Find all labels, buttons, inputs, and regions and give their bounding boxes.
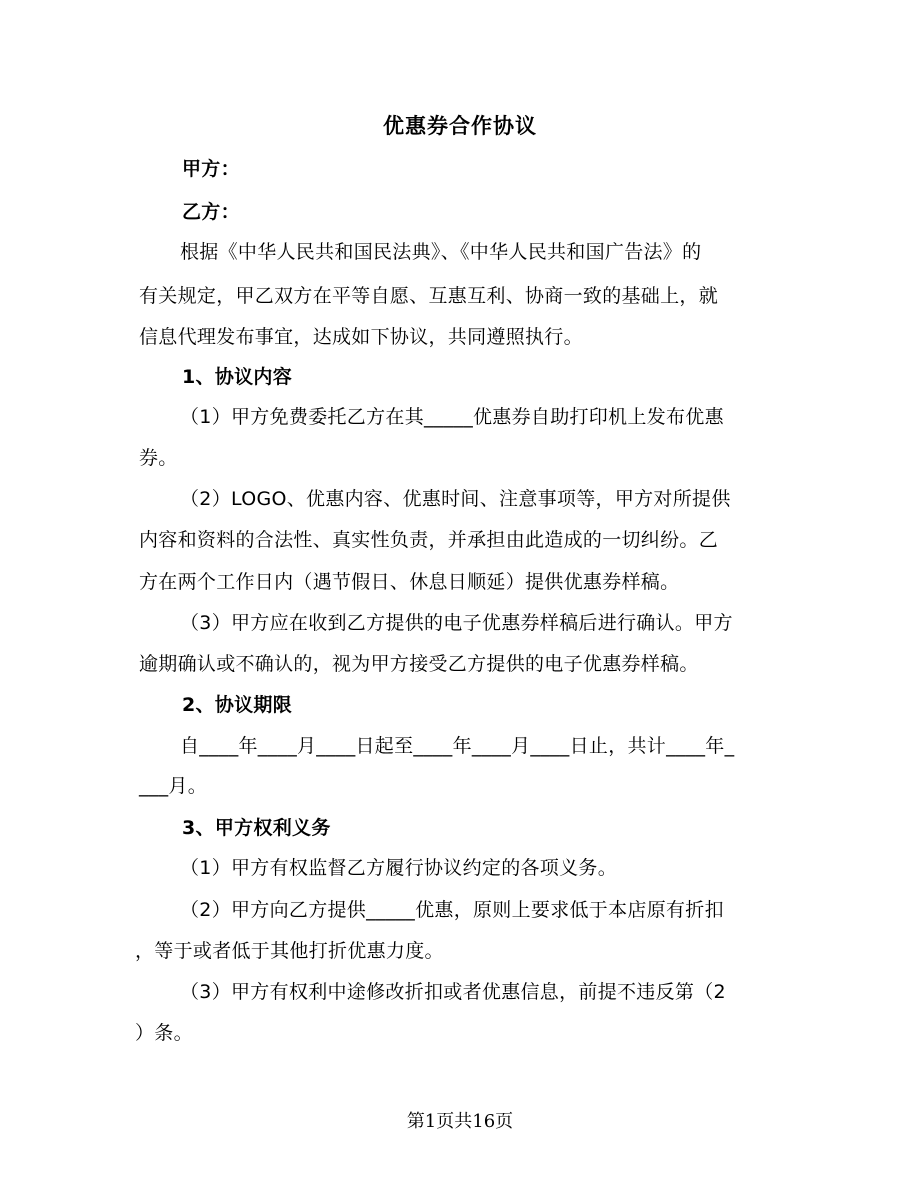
section-3-item-1-line-1: （1）甲方有权监督乙方履行协议约定的各项义务。 [180, 857, 617, 879]
section-1-item-3-line-2: 逾期确认或不确认的，视为甲方接受乙方提供的电子优惠券样稿。 [139, 653, 699, 675]
section-3-item-3-line-2: ）条。 [135, 1022, 193, 1044]
party-b-label: 乙方： [182, 201, 240, 223]
party-a-label: 甲方： [182, 158, 240, 180]
preamble-line-2: 有关规定，甲乙双方在平等自愿、互惠互利、协商一致的基础上，就 [139, 285, 719, 307]
preamble-line-1: 根据《中华人民共和国民法典》、《中华人民共和国广告法》的 [180, 241, 702, 263]
section-2-heading: 2、协议期限 [182, 694, 293, 716]
section-1-item-1-line-2: 券。 [139, 447, 178, 469]
section-3-heading: 3、甲方权利义务 [182, 817, 331, 839]
section-1-heading: 1、协议内容 [182, 366, 293, 388]
section-1-item-3-line-1: （3）甲方应在收到乙方提供的电子优惠券样稿后进行确认。甲方 [180, 612, 733, 634]
preamble-line-3: 信息代理发布事宜，达成如下协议，共同遵照执行。 [139, 326, 583, 348]
section-1-item-2-line-2: 内容和资料的合法性、真实性负责，并承担由此造成的一切纠纷。乙 [139, 529, 719, 551]
section-1-item-2-line-1: （2）LOGO、优惠内容、优惠时间、注意事项等，甲方对所提供 [180, 488, 731, 510]
section-3-item-2-line-1: （2）甲方向乙方提供_____优惠，原则上要求低于本店原有折扣 [180, 899, 724, 921]
page-indicator: 第1页共16页 [406, 1111, 514, 1132]
section-3-item-2-line-2: ，等于或者低于其他打折优惠力度。 [135, 940, 444, 962]
section-3-item-3-line-1: （3）甲方有权利中途修改折扣或者优惠信息，前提不违反第（2 [180, 981, 726, 1003]
section-2-text-line-1: 自____年____月____日起至____年____月____日止，共计____年_ [180, 735, 735, 757]
section-1-item-1-line-1: （1）甲方免费委托乙方在其_____优惠券自助打印机上发布优惠 [180, 406, 724, 428]
document-title: 优惠券合作协议 [383, 114, 537, 138]
section-1-item-2-line-3: 方在两个工作日内（遇节假日、休息日顺延）提供优惠券样稿。 [139, 571, 680, 593]
section-2-text-line-2: ___月。 [139, 775, 208, 797]
